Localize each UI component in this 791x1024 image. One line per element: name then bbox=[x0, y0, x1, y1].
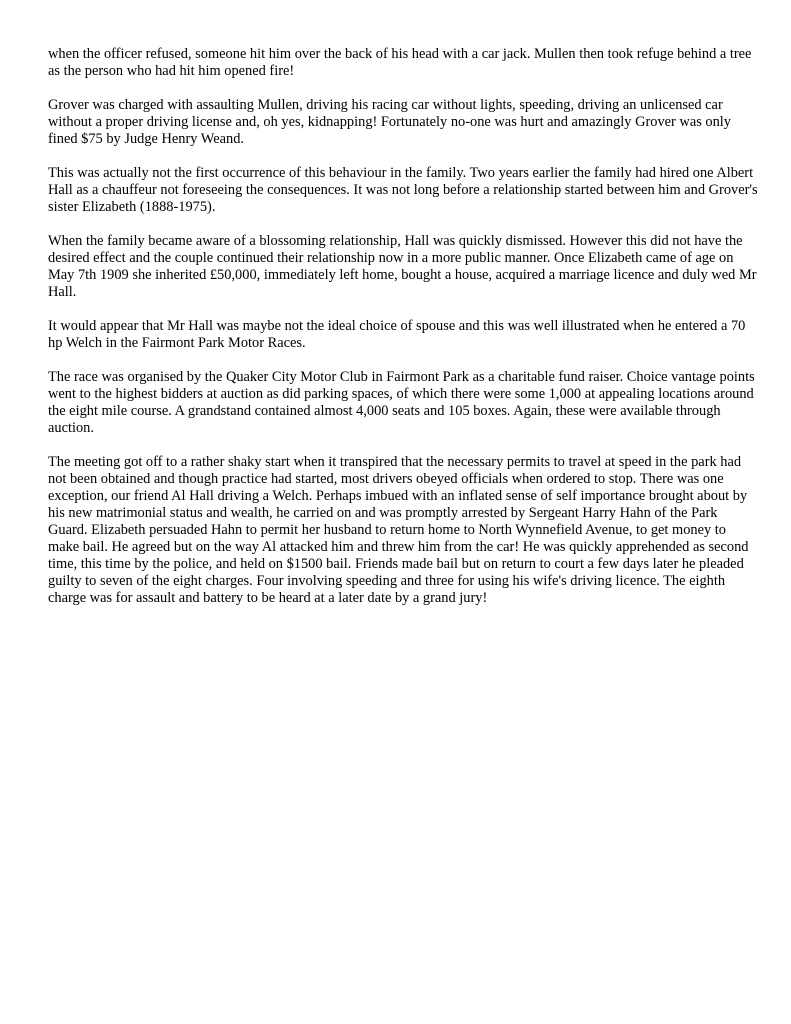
paragraph-5: It would appear that Mr Hall was maybe not the ideal choice of spouse and this was well illustrated when he entered a 70 hp Welch in the Fairmont Park Motor Races. bbox=[48, 318, 746, 351]
paragraph-3: This was actually not the first occurrence of this behaviour in the family. Two years earlier the family had hired one Albert Hall as a chauffeur not foreseeing the consequences. It was not long before a relationship started between him and Grover's sister Elizabeth (1888-1975). bbox=[48, 165, 758, 215]
document-body bbox=[48, 46, 760, 624]
paragraph-4: When the family became aware of a blossoming relationship, Hall was quickly dismissed. However this did not have the desired effect and the couple continued their relationship now in a more public manner. Once Elizabeth came of age on May 7th 1909 she inherited £50,000, immediately left home, bought a house, acquired a marriage licence and duly wed Mr Hall. bbox=[48, 233, 757, 300]
paragraph-6: The race was organised by the Quaker City Motor Club in Fairmont Park as a charitable fund raiser. Choice vantage points went to the highest bidders at auction as did parking spaces, of which there were some 1,000 at appealing locations around the eight mile course. A grandstand contained almost 4,000 seats and 105 boxes. Again, these were available through auction. bbox=[48, 369, 755, 436]
paragraph-7: The meeting got off to a rather shaky start when it transpired that the necessary permits to travel at speed in the park had not been obtained and though practice had started, most drivers obeyed officials when ordered to stop. There was one exception, our friend Al Hall driving a Welch. Perhaps imbued with an inflated sense of self importance brought about by his new matrimonial status and wealth, he carried on and was promptly arrested by Sergeant Harry Hahn of the Park Guard. Elizabeth persuaded Hahn to permit her husband to return home to North Wynnefield Avenue, to get money to make bail. He agreed but on the way Al attacked him and threw him from the car! He was quickly apprehended as second time, this time by the police, and held on $1500 bail. Friends made bail but on return to court a few days later he pleaded guilty to seven of the eight charges. Four involving speeding and three for using his wife's driving licence. The eighth charge was for assault and battery to be heard at a later date by a grand jury! bbox=[48, 454, 749, 606]
paragraph-2: Grover was charged with assaulting Mullen, driving his racing car without lights, speeding, driving an unlicensed car without a proper driving license and, oh yes, kidnapping! Fortunately no-one was hurt and amazingly Grover was only fined $75 by Judge Henry Weand. bbox=[48, 97, 731, 147]
paragraph-1: when the officer refused, someone hit him over the back of his head with a car jack. Mullen then took refuge behind a tree as the person who had hit him opened fire! bbox=[48, 46, 752, 79]
